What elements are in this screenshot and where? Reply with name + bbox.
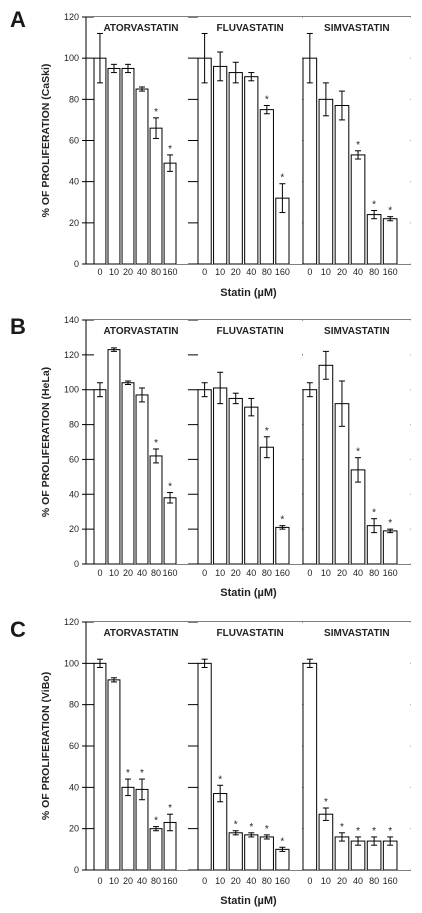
bar	[164, 163, 176, 264]
bar	[108, 350, 120, 564]
x-axis-label: Statin (µM)	[220, 895, 277, 907]
x-tick-label: 80	[369, 267, 380, 277]
bar	[335, 106, 349, 264]
bar	[245, 407, 258, 564]
significance-mark: *	[264, 94, 269, 106]
bar	[319, 814, 333, 870]
bar	[214, 794, 227, 870]
x-tick-label: 20	[230, 876, 241, 886]
x-tick-label: 40	[246, 568, 257, 578]
x-tick-label: 0	[202, 267, 208, 277]
group-title: ATORVASTATIN	[103, 23, 179, 34]
x-tick-label: 80	[261, 267, 272, 277]
bar	[319, 365, 333, 564]
group-title: ATORVASTATIN	[103, 628, 179, 639]
bar	[276, 849, 289, 870]
significance-mark: *	[388, 518, 393, 530]
x-tick-label: 80	[151, 267, 162, 277]
x-tick-label: 80	[261, 876, 272, 886]
y-axis-label: % OF PROLIFERATION (HeLa)	[40, 366, 52, 518]
y-tick-label: 80	[68, 94, 79, 105]
x-tick-label: 20	[336, 876, 347, 886]
x-tick-label: 20	[230, 568, 241, 578]
x-tick-label: 40	[353, 568, 364, 578]
significance-mark: *	[154, 815, 158, 827]
x-tick-label: 0	[97, 876, 103, 886]
significance-mark: *	[168, 481, 172, 493]
x-axis-label: Statin (µM)	[220, 287, 277, 299]
group-title: FLUVASTATIN	[216, 628, 284, 639]
x-tick-label: 160	[162, 568, 178, 578]
bar	[276, 527, 289, 564]
y-tick-label: 60	[68, 454, 79, 465]
bar	[383, 219, 397, 264]
bar	[122, 787, 134, 870]
x-tick-label: 0	[97, 568, 103, 578]
significance-mark: *	[372, 507, 377, 519]
x-tick-label: 80	[151, 568, 162, 578]
x-tick-label: 40	[246, 267, 257, 277]
x-tick-label: 0	[307, 267, 313, 277]
x-tick-label: 160	[274, 267, 290, 277]
significance-mark: *	[154, 106, 158, 118]
group-title: FLUVASTATIN	[216, 326, 284, 337]
x-tick-label: 0	[307, 568, 313, 578]
x-tick-label: 40	[353, 876, 364, 886]
bar	[319, 99, 333, 264]
x-tick-label: 10	[320, 267, 331, 277]
x-tick-label: 160	[162, 876, 178, 886]
bar	[351, 155, 365, 264]
y-tick-label: 60	[68, 135, 79, 146]
x-tick-label: 40	[137, 568, 148, 578]
y-tick-label: 100	[63, 53, 79, 64]
y-tick-label: 40	[68, 782, 79, 793]
y-tick-label: 100	[63, 658, 79, 669]
x-tick-label: 10	[108, 876, 119, 886]
bar	[198, 58, 211, 264]
significance-mark: *	[280, 836, 285, 848]
significance-mark: *	[340, 821, 344, 833]
significance-mark: *	[264, 823, 269, 835]
significance-mark: *	[126, 768, 130, 780]
significance-mark: *	[323, 797, 328, 808]
bar	[303, 663, 317, 870]
bar	[122, 383, 134, 564]
x-tick-label: 10	[108, 267, 119, 277]
y-tick-label: 120	[63, 617, 79, 627]
significance-mark: *	[356, 139, 360, 151]
significance-mark: *	[264, 425, 269, 437]
x-tick-label: 0	[307, 876, 313, 886]
significance-mark: *	[280, 514, 285, 526]
bar	[94, 663, 106, 870]
x-tick-label: 20	[336, 267, 347, 277]
x-tick-label: 20	[122, 568, 133, 578]
y-tick-label: 0	[73, 259, 79, 269]
bar	[108, 68, 120, 264]
bar	[164, 498, 176, 564]
x-tick-label: 80	[369, 876, 380, 886]
group-title: SIMVASTATIN	[324, 326, 390, 337]
y-axis-label: % OF PROLIFERATION (ViBo)	[40, 671, 52, 821]
bar	[108, 680, 120, 870]
y-axis-label: % OF PROLIFERATION (CaSki)	[40, 63, 52, 218]
significance-mark: *	[249, 821, 254, 833]
bar	[198, 390, 211, 564]
x-tick-label: 10	[215, 568, 226, 578]
bar	[198, 663, 211, 870]
bar	[94, 390, 106, 564]
y-tick-label: 0	[73, 865, 79, 875]
y-tick-label: 40	[68, 176, 79, 187]
bar	[335, 837, 349, 870]
x-tick-label: 80	[261, 568, 272, 578]
x-tick-label: 10	[320, 568, 331, 578]
x-tick-label: 20	[230, 267, 241, 277]
bar	[136, 395, 148, 564]
x-tick-label: 40	[137, 876, 148, 886]
significance-mark: *	[388, 205, 393, 217]
significance-mark: *	[356, 825, 360, 837]
significance-mark: *	[233, 819, 238, 831]
panel-letter: C	[10, 617, 26, 642]
bar	[367, 215, 381, 264]
group-title: FLUVASTATIN	[216, 23, 284, 34]
x-tick-label: 20	[122, 267, 133, 277]
group-title: SIMVASTATIN	[324, 628, 390, 639]
bar	[150, 456, 162, 564]
significance-mark: *	[372, 825, 377, 837]
y-tick-label: 40	[68, 489, 79, 500]
bar	[94, 58, 106, 264]
panel-letter: B	[10, 314, 26, 339]
panel-letter: A	[10, 7, 26, 32]
bar	[229, 73, 242, 264]
x-tick-label: 10	[108, 568, 119, 578]
x-tick-label: 0	[202, 876, 208, 886]
x-tick-label: 0	[202, 568, 208, 578]
bar	[214, 66, 227, 264]
x-tick-label: 80	[151, 876, 162, 886]
x-tick-label: 10	[320, 876, 331, 886]
y-tick-label: 60	[68, 741, 79, 751]
bar	[214, 388, 227, 564]
bar	[303, 390, 317, 564]
bar	[122, 68, 134, 264]
y-tick-label: 20	[68, 823, 79, 834]
significance-mark: *	[154, 437, 158, 449]
bar	[229, 833, 242, 870]
y-tick-label: 80	[68, 419, 79, 430]
bar	[229, 398, 242, 564]
significance-mark: *	[280, 172, 285, 184]
bar	[303, 58, 317, 264]
group-title: ATORVASTATIN	[103, 326, 179, 337]
significance-mark: *	[168, 143, 172, 155]
x-tick-label: 160	[274, 876, 290, 886]
x-tick-label: 40	[353, 267, 364, 277]
bar	[150, 829, 162, 870]
bar	[136, 789, 148, 870]
x-tick-label: 160	[382, 267, 398, 277]
x-tick-label: 160	[382, 568, 398, 578]
bar	[260, 837, 273, 870]
x-tick-label: 40	[137, 267, 148, 277]
significance-mark: *	[372, 199, 377, 211]
y-tick-label: 120	[63, 12, 79, 22]
y-tick-label: 0	[73, 559, 79, 569]
x-tick-label: 10	[215, 267, 226, 277]
significance-mark: *	[218, 774, 223, 786]
bar	[383, 531, 397, 564]
y-tick-label: 80	[68, 699, 79, 710]
x-tick-label: 20	[336, 568, 347, 578]
significance-mark: *	[140, 768, 144, 780]
x-tick-label: 40	[246, 876, 257, 886]
x-tick-label: 160	[382, 876, 398, 886]
x-tick-label: 80	[369, 568, 380, 578]
x-tick-label: 0	[97, 267, 103, 277]
bar	[351, 470, 365, 564]
bar	[260, 447, 273, 564]
x-tick-label: 160	[162, 267, 178, 277]
bar	[335, 404, 349, 564]
significance-mark: *	[356, 446, 360, 458]
bar	[245, 835, 258, 870]
x-axis-label: Statin (µM)	[220, 587, 277, 599]
bar	[150, 128, 162, 264]
y-tick-label: 20	[68, 217, 79, 228]
y-tick-label: 140	[63, 315, 79, 325]
bar	[245, 77, 258, 264]
bar	[260, 110, 273, 264]
group-title: SIMVASTATIN	[324, 23, 390, 34]
y-tick-label: 100	[63, 384, 79, 395]
x-tick-label: 160	[274, 568, 290, 578]
x-tick-label: 20	[122, 876, 133, 886]
y-tick-label: 120	[63, 349, 79, 360]
y-tick-label: 20	[68, 524, 79, 535]
significance-mark: *	[388, 825, 393, 837]
x-tick-label: 10	[215, 876, 226, 886]
significance-mark: *	[168, 803, 172, 815]
bar	[136, 89, 148, 264]
